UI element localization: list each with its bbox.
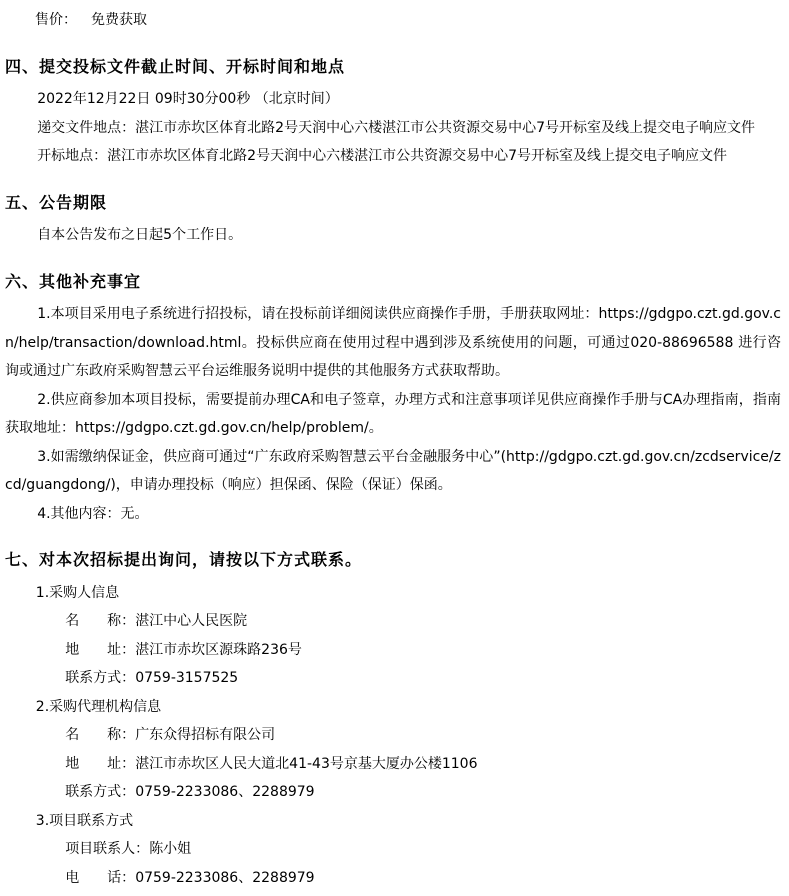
agency-phone-row xyxy=(5,778,781,807)
other-matters-item-4: 4.其他内容：无。 xyxy=(37,505,149,522)
purchaser-address-value: 湛江市赤坎区源珠路236号 xyxy=(135,641,302,658)
agency-info-title: 2.采购代理机构信息 xyxy=(35,698,162,715)
bid-opening-location: 开标地点：湛江市赤坎区体育北路2号天润中心六楼湛江市公共资源交易中心7号开标室及线上提交电子响应文件 xyxy=(37,148,727,164)
project-contact-person-row xyxy=(5,835,781,864)
section-heading-announcement-period: 五、公告期限 xyxy=(5,192,108,212)
agency-phone-label: 联系方式： xyxy=(65,784,136,800)
agency-name-label: 名 称： xyxy=(65,727,136,743)
announcement-period-text: 自本公告发布之日起5个工作日。 xyxy=(37,227,243,243)
agency-address-row xyxy=(5,750,781,779)
agency-phone-value: 0759-2233086、2288979 xyxy=(135,784,315,800)
agency-address-label: 地 址： xyxy=(65,755,136,772)
purchaser-name-value: 湛江中心人民医院 xyxy=(135,613,248,629)
purchaser-address-label: 地 址： xyxy=(65,641,136,658)
purchaser-info-title: 1.采购人信息 xyxy=(35,584,120,601)
project-contact-person-value: 陈小姐 xyxy=(149,841,192,857)
purchaser-address-row xyxy=(5,636,781,665)
purchaser-phone-label: 联系方式： xyxy=(65,670,136,686)
project-contact-phone-value: 0759-2233086、2288979 xyxy=(135,869,315,886)
submission-location: 递交文件地点：湛江市赤坎区体育北路2号天润中心六楼湛江市公共资源交易中心7号开标室及线上提交电子响应文件 xyxy=(37,119,755,136)
price-value: 免费获取 xyxy=(91,12,147,28)
price-label: 售价： xyxy=(35,12,77,28)
other-matters-item-1: 1.本项目采用电子系统进行招投标，请在投标前详细阅读供应商操作手册，手册获取网址：https://gdgpo.czt.gd.gov.cn/help/transaction/download.html。投标供应商在使用过程中遇到涉及系统使用的问题，可通过020-88696588 进行咨询或通过广东政府采购智慧云平台运维服务说明中提供的其他服务方式获取帮助。 xyxy=(5,306,781,379)
section-heading-other-matters: 六、其他补充事宜 xyxy=(5,271,142,291)
agency-address-value: 湛江市赤坎区人民大道北41-43号京基大厦办公楼1106 xyxy=(135,755,478,772)
purchaser-name-row xyxy=(5,607,781,636)
price-line xyxy=(5,6,781,35)
purchaser-phone-row xyxy=(5,664,781,693)
purchaser-name-label: 名 称： xyxy=(65,613,136,629)
purchaser-phone-value: 0759-3157525 xyxy=(135,670,239,686)
project-contact-person-label: 项目联系人： xyxy=(65,841,150,857)
section-heading-submission-deadline: 四、提交投标文件截止时间、开标时间和地点 xyxy=(5,56,346,76)
deadline-datetime: 2022年12月22日 09时30分00秒 （北京时间） xyxy=(37,91,339,107)
other-matters-item-2: 2.供应商参加本项目投标，需要提前办理CA和电子签章，办理方式和注意事项详见供应商操作手册与CA办理指南，指南获取地址：https://gdgpo.czt.gd.gov.cn/help/problem/。 xyxy=(5,391,781,436)
agency-name-value: 广东众得招标有限公司 xyxy=(135,727,276,743)
project-contact-phone-label: 电 话： xyxy=(65,869,136,886)
agency-name-row xyxy=(5,721,781,750)
project-contact-phone-row xyxy=(5,864,781,893)
project-contact-title: 3.项目联系方式 xyxy=(35,812,134,829)
section-heading-contact: 七、对本次招标提出询问，请按以下方式联系。 xyxy=(5,550,363,569)
other-matters-item-3: 3.如需缴纳保证金，供应商可通过“广东政府采购智慧云平台金融服务中心”(http://gdgpo.czt.gd.gov.cn/zcdservice/zcd/guangdong/)，申请办理投标（响应）担保函、保险（保证）保函。 xyxy=(5,448,781,493)
